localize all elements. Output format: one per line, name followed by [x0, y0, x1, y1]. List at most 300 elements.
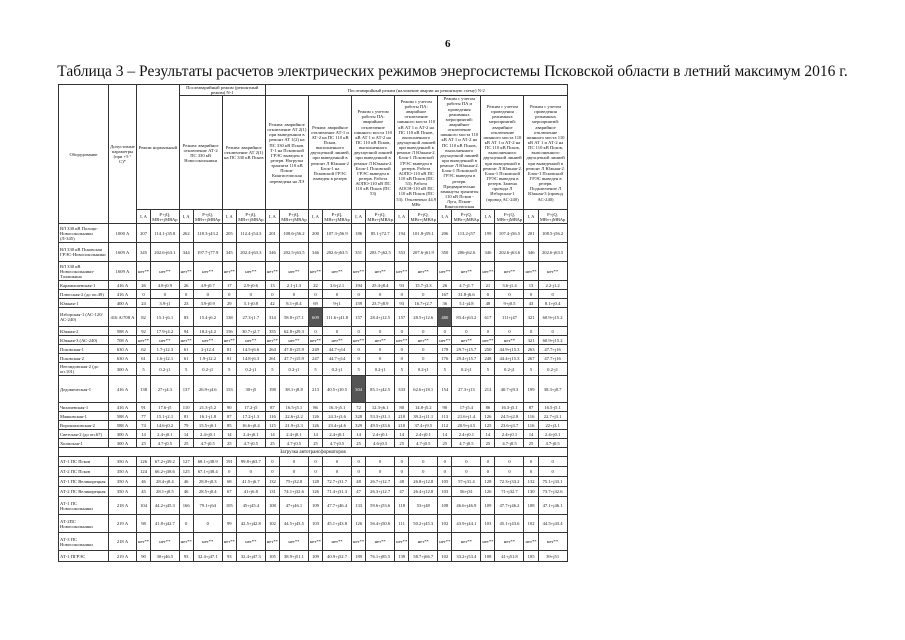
table-cell: 47+j46.1	[279, 497, 308, 515]
header-unit-i: I, A	[179, 210, 193, 224]
table-cell: нет**	[308, 533, 322, 551]
table-cell: 201	[265, 224, 279, 243]
table-cell: 1.6-j12.1	[151, 354, 180, 363]
table-cell: 108	[481, 551, 495, 562]
table-row	[59, 327, 568, 336]
table-cell: нет**	[236, 336, 265, 345]
table-cell: 202.4-j63.3	[236, 243, 265, 262]
table-cell: 0.2-j1	[151, 363, 180, 376]
table-cell: нет**	[308, 262, 322, 281]
table-cell: 16.7+j2.7	[409, 299, 438, 308]
table-cell: 0	[279, 457, 308, 467]
table-cell: нет**	[179, 533, 193, 551]
row-equipment-name: Чихачевская-1	[59, 403, 109, 412]
table-cell: 1000 А	[109, 224, 137, 243]
table-cell: нет**	[495, 533, 524, 551]
table-cell: 102	[438, 515, 452, 533]
table-cell: 105	[265, 551, 279, 562]
table-cell: 126	[308, 421, 322, 430]
table-cell: 93	[222, 551, 236, 562]
table-cell: 0	[495, 457, 524, 467]
table-cell: 125	[481, 421, 495, 430]
table-cell: 0	[308, 327, 322, 336]
table-row	[59, 308, 568, 327]
table-cell: 14	[481, 430, 495, 439]
table-cell: 321	[524, 336, 538, 345]
table-cell: 47.7+j16	[538, 345, 567, 354]
table-cell: 108.6-j56.2	[279, 224, 308, 243]
table-cell: 62.6+j18.1	[409, 376, 438, 403]
header-unit-i: I, A	[438, 210, 452, 224]
row-equipment-name: АТ-1 ПГРЭС	[59, 551, 109, 562]
table-cell: 300 А	[109, 363, 137, 376]
table-cell: 3.1-j0.8	[236, 299, 265, 308]
table-cell: 87	[524, 403, 538, 412]
table-cell: 138	[222, 308, 236, 327]
table-cell: 90	[222, 403, 236, 412]
table-cell: 186	[352, 224, 366, 243]
table-cell: 213	[308, 376, 322, 403]
table-cell: 199	[481, 224, 495, 243]
table-cell: 99.8+j63.7	[236, 457, 265, 467]
table-cell: нет**	[538, 533, 567, 551]
table-cell: 74	[137, 421, 151, 430]
table-cell: 3.6-j2.1	[323, 281, 352, 290]
table-cell: 48	[395, 477, 409, 487]
table-cell: 267	[524, 354, 538, 363]
table-cell: 41+j51.8	[495, 551, 524, 562]
table-cell: 23.7-j8.9	[366, 299, 395, 308]
table-cell: 0	[222, 290, 236, 299]
table-cell: 2.4+j0.1	[538, 430, 567, 439]
table-cell: 25	[179, 439, 193, 448]
table-cell: 1609 А	[109, 262, 137, 281]
table-cell: 8.1+j0.4	[538, 299, 567, 308]
table-cell: 0	[265, 467, 279, 477]
row-equipment-name: Карамышевская-1	[59, 281, 109, 290]
row-equipment-name: Южная-3 (АС-240)	[59, 336, 109, 345]
table-cell: 0	[366, 327, 395, 336]
table-cell: 344	[179, 243, 193, 262]
table-cell: 0.2-j1	[236, 363, 265, 376]
row-equipment-name: Светская-2 (до оп.67)	[59, 430, 109, 439]
table-cell: 27.3+j13	[452, 376, 481, 403]
row-equipment-name: Южная-1	[59, 299, 109, 308]
table-cell: 0.2-j1	[323, 363, 352, 376]
table-cell: 0	[137, 290, 151, 299]
table-cell: нет**	[137, 262, 151, 281]
table-cell: 26	[137, 281, 151, 290]
table-cell: 26.3+j12.7	[366, 487, 395, 497]
table-cell: 0	[438, 457, 452, 467]
table-cell: 46.6+j46.9	[452, 497, 481, 515]
header-unit-p: P+jQ, МВт+jМВАр	[281, 211, 307, 222]
table-cell: 105	[222, 497, 236, 515]
table-cell: 90	[438, 403, 452, 412]
table-cell: нет**	[438, 262, 452, 281]
table-cell: 0	[524, 457, 538, 467]
table-cell: 47	[352, 487, 366, 497]
table-cell: 4.7-j0.5	[151, 439, 180, 448]
table-cell: 14	[352, 430, 366, 439]
table-cell: 588 А	[109, 412, 137, 421]
table-cell: 61	[179, 345, 193, 354]
table-cell: 0	[395, 345, 409, 354]
table-cell: 0.2-j1	[279, 363, 308, 376]
table-cell: 69	[308, 299, 322, 308]
table-cell: 202.6-j63.1	[151, 243, 180, 262]
table-cell: 14	[265, 430, 279, 439]
table-cell: 26.4+j12.8	[409, 487, 438, 497]
table-cell: 5.1-j4.8	[452, 299, 481, 308]
table-cell: 67	[222, 487, 236, 497]
table-cell: 47.8+j15.9	[279, 345, 308, 354]
table-row	[59, 262, 568, 281]
row-equipment-name: ВЛ 330 кВ Новосокольники-Талашкино	[59, 262, 109, 281]
table-cell: 41.8+j42.7	[151, 515, 180, 533]
table-cell: 71.4+j31.3	[323, 487, 352, 497]
table-cell: нет**	[395, 533, 409, 551]
table-cell: нет**	[279, 262, 308, 281]
table-cell: 130	[524, 487, 538, 497]
table-cell: 45+j45.4	[236, 497, 265, 515]
table-cell: 38.1+j8.8	[279, 376, 308, 403]
table-cell: 0	[222, 467, 236, 477]
table-cell: 400 А	[109, 299, 137, 308]
table-cell: 28.8+j0.3	[193, 477, 222, 487]
table-cell: 416 А/708 А	[109, 308, 137, 327]
table-cell: 44.2+j45.3	[151, 497, 180, 515]
table-cell: 588 А	[109, 421, 137, 430]
table-cell: 5	[308, 363, 322, 376]
table-cell: 1609 А	[109, 243, 137, 262]
table-cell: 14	[179, 430, 193, 439]
table-cell: 262	[179, 224, 193, 243]
table-cell: 15.5+j0.1	[193, 421, 222, 430]
table-cell: 0	[366, 354, 395, 363]
table-cell: 23	[179, 299, 193, 308]
table-cell: 25	[308, 439, 322, 448]
table-cell: нет**	[323, 533, 352, 551]
table-cell: 111+j47	[495, 308, 524, 327]
table-cell: 4.7-j0.5	[323, 439, 352, 448]
table-cell: 247	[308, 354, 322, 363]
table-cell: 25	[438, 439, 452, 448]
table-cell: нет**	[409, 533, 438, 551]
row-equipment-name: Псковская-2	[59, 354, 109, 363]
table-cell: 81	[222, 354, 236, 363]
table-cell: 0	[538, 327, 567, 336]
table-cell: 0	[265, 290, 279, 299]
table-cell: нет**	[366, 262, 395, 281]
table-cell: 0	[409, 467, 438, 477]
table-cell: 22+j3.1	[538, 421, 567, 430]
table-cell: нет**	[452, 336, 481, 345]
table-cell: 14.5-j6.6	[236, 345, 265, 354]
header-equipment: Оборудование	[59, 85, 109, 224]
table-cell: 0	[524, 327, 538, 336]
table-cell: 355	[265, 327, 279, 336]
table-cell: нет**	[236, 533, 265, 551]
header-unit-p: P+jQ, МВт+jМВАр	[367, 211, 393, 222]
table-cell: 0	[279, 290, 308, 299]
table-cell: 28.4+j12.5	[366, 308, 395, 327]
table-cell: 210	[395, 421, 409, 430]
table-cell: 167	[438, 290, 452, 299]
table-cell: 261	[265, 354, 279, 363]
row-equipment-name: ВЛ 330 кВ Псковская ГРЭС-Новосокольники	[59, 243, 109, 262]
table-cell: нет**	[265, 336, 279, 345]
table-cell: 14	[438, 430, 452, 439]
table-cell: 197.7-j77.9	[193, 243, 222, 262]
table-cell: 0	[395, 457, 409, 467]
table-cell: 4.7-j0.5	[193, 439, 222, 448]
table-cell: 205	[222, 224, 236, 243]
table-cell: 105	[438, 477, 452, 487]
header-unit-p: P+jQ, МВт+jМВАр	[152, 211, 178, 222]
table-cell: 0	[409, 290, 438, 299]
table-cell: 37.4+j9.5	[409, 421, 438, 430]
table-cell: 17-j5.4	[452, 403, 481, 412]
table-cell: 8.1+j0.4	[279, 299, 308, 308]
table-cell: нет**	[481, 262, 495, 281]
table-cell: 99	[222, 515, 236, 533]
header-unit-i: I, A	[265, 210, 279, 224]
table-body	[59, 85, 568, 562]
table-cell: 4.7-j0.5	[495, 439, 524, 448]
table-cell: 0	[308, 457, 322, 467]
table-cell: 40.7+j9.3	[495, 376, 524, 403]
table-cell: 0	[323, 457, 352, 467]
table-cell: 80	[395, 403, 409, 412]
table-cell: 17.6-j5	[151, 403, 180, 412]
row-equipment-name: АТ-1 ПС Новосокольники	[59, 497, 109, 515]
table-cell: 27.3-j1.7	[236, 308, 265, 327]
header-unit-p: P+jQ, МВт+jМВАр	[238, 211, 264, 222]
table-cell: 351	[352, 243, 366, 262]
table-cell: 0	[481, 290, 495, 299]
table-cell: 28.4+j0.4	[151, 477, 180, 487]
table-cell: 93	[395, 281, 409, 290]
table-cell: 0	[193, 515, 222, 533]
table-cell: 4.7-j0.5	[279, 439, 308, 448]
table-cell: 0	[366, 457, 395, 467]
table-cell: 1.9-j12.2	[193, 354, 222, 363]
table-cell: 0	[193, 290, 222, 299]
table-cell: 2-j12.4	[193, 345, 222, 354]
table-cell: нет**	[524, 262, 538, 281]
table-cell: 103	[438, 487, 452, 497]
table-row	[59, 551, 568, 562]
table-cell: 87	[222, 412, 236, 421]
table-cell: 263	[524, 345, 538, 354]
table-cell: 0	[179, 515, 193, 533]
table-cell: 16.1-j1.8	[193, 412, 222, 421]
table-cell: 0	[409, 354, 438, 363]
header-unit-p: P+jQ, МВт+jМВАр	[453, 211, 480, 222]
header-group-n1: Послеаварийный режим (ремонтный режим) N-1	[179, 85, 265, 96]
table-cell: 118	[395, 497, 409, 515]
table-row	[59, 299, 568, 308]
table-cell: нет**	[137, 533, 151, 551]
table-cell: 2.4+j0.1	[495, 430, 524, 439]
table-title: Таблица 3 – Результаты расчетов электрических режимов энергосистемы Псковской области в летний максимум 2016 г.	[57, 63, 848, 80]
table-cell: 154	[438, 376, 452, 403]
table-cell: 86	[481, 403, 495, 412]
table-cell: 109	[308, 551, 322, 562]
table-cell: 2.4+j0.1	[323, 430, 352, 439]
table-cell: 26	[438, 281, 452, 290]
table-cell: 79.1+j64	[193, 497, 222, 515]
table-cell: 0	[323, 467, 352, 477]
table-cell: 202.5-j63.5	[279, 243, 308, 262]
table-cell: 109	[308, 497, 322, 515]
table-cell: 207.6-j61.9	[409, 243, 438, 262]
table-cell: 25	[524, 439, 538, 448]
table-cell: 83	[179, 308, 193, 327]
table-cell: 58.8+j17.1	[279, 308, 308, 327]
table-row	[59, 487, 568, 497]
table-cell: 38.9+j51.1	[279, 551, 308, 562]
table-cell: 329	[352, 421, 366, 430]
table-cell: 250	[481, 345, 495, 354]
table-cell: 13	[265, 281, 279, 290]
table-cell: 36	[438, 299, 452, 308]
table-cell: 103	[481, 515, 495, 533]
table-cell: 17.2-j5	[236, 403, 265, 412]
table-row	[59, 457, 568, 467]
table-cell: 81	[179, 412, 193, 421]
table-cell: 27+j4.3	[151, 376, 180, 403]
results-table	[58, 84, 568, 562]
table-cell: 328	[352, 412, 366, 421]
table-cell: 82	[137, 308, 151, 327]
table-cell: 46	[137, 477, 151, 487]
table-cell: 0	[524, 290, 538, 299]
table-cell: 4.8-j0.9	[151, 281, 180, 290]
table-row	[59, 430, 568, 439]
table-cell: 59.6+j53.6	[366, 497, 395, 515]
table-cell: 72	[352, 403, 366, 412]
table-row	[59, 224, 568, 243]
table-cell: 93	[395, 299, 409, 308]
table-cell: нет**	[265, 533, 279, 551]
table-cell: 202.6-j63.5	[323, 243, 352, 262]
row-equipment-name: Южная-2	[59, 327, 109, 336]
table-cell: 166	[179, 497, 193, 515]
table-cell: 630 А	[109, 354, 137, 363]
table-cell: 17.9-j4.2	[151, 327, 180, 336]
table-cell: 14	[395, 430, 409, 439]
table-cell: 108	[524, 497, 538, 515]
table-cell: 2.4+j0.1	[193, 430, 222, 439]
table-cell: нет**	[481, 533, 495, 551]
table-cell: 304	[352, 376, 366, 403]
table-cell: 86	[308, 403, 322, 412]
table-cell: 58.7+j66.7	[409, 551, 438, 562]
row-equipment-name: Ворошиловская-2	[59, 421, 109, 430]
table-cell: 3.9-j0.9	[193, 299, 222, 308]
table-cell: 25.4-j8.4	[366, 281, 395, 290]
table-cell: 22.6+j2.2	[279, 412, 308, 421]
table-cell: 0	[366, 467, 395, 477]
table-cell: 32.4+j47.3	[236, 551, 265, 562]
table-cell: нет**	[236, 262, 265, 281]
header-scenario: Режим: аварийное отключение АТ 2(1) на ПС 330 кВ Псков	[222, 96, 265, 210]
table-row	[59, 477, 568, 487]
table-cell: 159	[352, 299, 366, 308]
row-equipment-name: АТ-1 ПС Псков	[59, 457, 109, 467]
table-cell: 0	[495, 467, 524, 477]
table-cell: 85.1+j42.5	[366, 376, 395, 403]
table-cell: 61	[137, 354, 151, 363]
table-cell: 0	[538, 457, 567, 467]
table-cell: нет**	[409, 336, 438, 345]
table-cell: 45	[137, 487, 151, 497]
table-cell: 53.3+j31.1	[366, 412, 395, 421]
table-cell: 25	[352, 439, 366, 448]
table-cell: 346	[308, 243, 322, 262]
table-cell: 416 А	[109, 403, 137, 412]
header-unit-p: P+jQ, МВт+jМВАр	[194, 211, 221, 222]
header-row-groups	[59, 85, 568, 96]
table-cell: 416 А	[109, 376, 137, 403]
table-cell: 199	[524, 376, 538, 403]
table-cell: 28.5+j12.6	[409, 308, 438, 327]
table-cell: 0	[495, 290, 524, 299]
table-cell: 39.2+j11.1	[409, 412, 438, 421]
table-cell: 630 А	[109, 345, 137, 354]
table-cell: 0	[279, 467, 308, 477]
table-cell: 98	[137, 515, 151, 533]
table-cell: нет**	[452, 533, 481, 551]
row-equipment-name: АТ-2 ПС Великорецкая	[59, 487, 109, 497]
table-row	[59, 439, 568, 448]
table-cell: 16.5-j5.1	[279, 403, 308, 412]
table-cell: нет**	[137, 336, 151, 345]
table-cell: нет**	[308, 336, 322, 345]
table-cell: 21.3-j5.2	[193, 403, 222, 412]
table-cell: 3.6-j1.4	[495, 281, 524, 290]
table-cell: 75+j32.8	[279, 477, 308, 487]
table-cell: 14.8-j5.2	[409, 403, 438, 412]
table-cell: 92	[137, 327, 151, 336]
table-cell: 350 А	[109, 487, 137, 497]
table-cell: 126	[137, 457, 151, 467]
table-cell: 116	[524, 412, 538, 421]
table-cell: нет**	[395, 262, 409, 281]
table-cell: 5	[265, 363, 279, 376]
table-cell: 46	[179, 477, 193, 487]
table-cell: 126	[308, 412, 322, 421]
header-normal: Режим нормальный	[137, 85, 180, 210]
header-scenario: Режим с учетом проведения режимных мероприятий: аварийное отключение шинного моста 110 кВ АТ 1 и АТ-2 на ПС 110 кВ Псков, выполненного двухцепной линией при выведенной в ремонт Л Южная-2. Блок-1 Псковской ГРЭС выведен в резерв. Замена провода Л Изборская-1 (провод АС-240)	[481, 96, 524, 210]
table-cell: 75.1+j33.1	[538, 477, 567, 487]
table-cell: 2.9-j0.6	[236, 281, 265, 290]
table-cell: 116	[524, 421, 538, 430]
table-cell: 191	[222, 457, 236, 467]
table-cell: 16.6+j0.4	[236, 421, 265, 430]
table-cell: нет**	[481, 336, 495, 345]
table-cell: 85.1-j72.7	[366, 224, 395, 243]
table-cell: 44.5+j43.4	[538, 515, 567, 533]
table-row	[59, 412, 568, 421]
table-cell: 16.5-j5.1	[538, 403, 567, 412]
table-cell: 0	[395, 327, 409, 336]
table-cell: 14	[222, 430, 236, 439]
table-cell: 115	[265, 421, 279, 430]
table-cell: 2.1-j1.3	[279, 281, 308, 290]
